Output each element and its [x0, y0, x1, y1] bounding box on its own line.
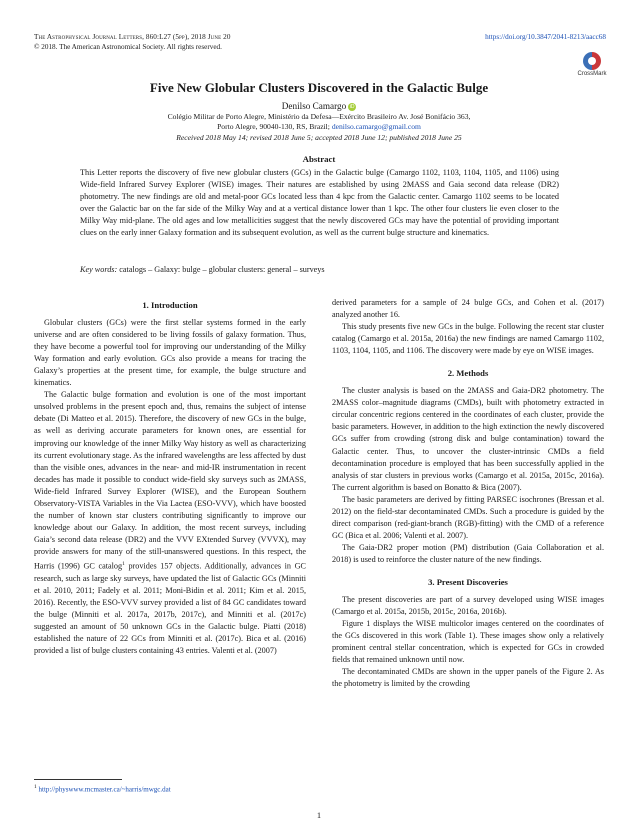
section-heading-methods: 2. Methods	[447, 368, 489, 379]
abstract-heading: Abstract	[302, 154, 336, 164]
right-paragraph-0: derived parameters for a sample of 24 bulge GCs, and Cohen et al. (2017) analyzed another 16.	[332, 298, 604, 320]
publication-dates: Received 2018 May 14; revised 2018 June 5; accepted 2018 June 12; published 2018 June 25	[176, 133, 462, 142]
methods-paragraph-2: The basic parameters are derived by fitting PARSEC isochrones (Bressan et al. 2012) on the field-star decontaminated CMDs. Such a procedure is guided by the direct comparison (red-giant-branch (RGB)-fitting) with the CMD of a reference GC (Bica et al. 2006; Valenti et al. 2007).	[332, 494, 604, 540]
results-paragraph-1: The present discoveries are part of a survey developed using WISE images (Camargo et al. 2015a, 2015b, 2015c, 2016a, 2016b).	[332, 595, 604, 617]
right-column	[332, 297, 604, 690]
crossmark-badge[interactable]	[572, 52, 612, 77]
page-number: 1	[316, 810, 322, 820]
intro-paragraph-2-text: The Galactic bulge formation and evolution is one of the most important unsolved problems in the present epoch and, thus, remains the subject of intense debate (Di Matteo et al. 2015). Therefore, the discovery of new GCs in the bulge, as well as deriving accurate parameters for known ones, are essential for improving our knowledge of the inner Milky Way history as well as characterizing its current evolutionary stage. As the infrared wavelengths are less affected by dust than the visible ones, advances in the near- and mid-IR instrumentation in recent decades has made it possible to conduct wide-field sky surveys such as 2MASS, Wide-field Infrared Survey Explorer (WISE), and the European Southern Observatory-VISTA Variables in the Via Lactea (ESO-VVV), which have boosted the number of known star clusters contributing significantly to improve our knowledge about our Galaxy. In addition, the most recent surveys, including Gaia’s second data release (DR2) and the VVV EXtended Survey (VVVX), may provide answers for many of the still-unanswered questions. In this respect, the Harris (1996) GC catalog	[34, 390, 306, 571]
author-email-link[interactable]: denilso.camargo@gmail.com	[331, 122, 421, 131]
footnote-number: 1	[34, 784, 37, 790]
right-paragraph-1: This study presents five new GCs in the bulge. Following the recent star cluster catalog (Camargo et al. 2015a, 2016a) the new findings are named Camargo 1102, 1103, 1104, 1105, and 1106. The discovery were made by eye on WISE images.	[332, 322, 604, 356]
footnote-rule	[34, 779, 122, 780]
keywords-label: Key words:	[80, 265, 118, 274]
keywords-line	[80, 265, 559, 274]
intro-paragraph-2-cont: provides 157 objects. Additionally, advances in GC research, such as large sky surveys, have updated the list of Galactic GCs (Minniti et al. 2010, 2011; Fadely et al. 2011; Moni-Bidin et al. 2011; Kim et al. 2015, 2016). Recently, the ESO-VVV survey provided a list of 84 GC candidates toward the bulge (Minniti et al. 2017a, 2017b, 2017c), and Minniti et al. (2017c) suggested an amount of 50 unknown GCs in the Galactic bulge. Piatti (2018) established the nature of 22 GCs from Minniti et al. (2017c). Bica et al. (2016) provided a list of bulge clusters containing 43 entries. Valenti et al. (2007)	[34, 561, 306, 656]
results-paragraph-3: The decontaminated CMDs are shown in the upper panels of the Figure 2. As the photometry is limited by the crowding	[332, 667, 604, 689]
copyright-line: © 2018. The American Astronomical Society. All rights reserved.	[34, 42, 222, 51]
intro-paragraph-1: Globular clusters (GCs) were the first stellar systems formed in the early universe and are often considered to be living fossils of galaxy formation. Thus, they have become a powerful tool for improving our understanding of the Milky Way formation and early evolution. GCs also provide a means for tracing the Galaxy’s properties at the present time, for example, the bulge structure and kinematics.	[34, 318, 306, 388]
keywords-list: catalogs – Galaxy: bulge – globular clusters: general – surveys	[119, 265, 325, 274]
running-header	[34, 33, 231, 52]
footnote	[34, 784, 171, 793]
paper-title: Five New Globular Clusters Discovered in the Galactic Bulge	[149, 80, 489, 95]
methods-paragraph-3: The Gaia-DR2 proper motion (PM) distribution (Gaia Collaboration et al. 2018) is used to reinforce the cluster nature of the new findings.	[332, 542, 604, 564]
section-heading-discoveries: 3. Present Discoveries	[428, 576, 508, 587]
methods-paragraph-1: The cluster analysis is based on the 2MASS and Gaia-DR2 photometry. The 2MASS color–magnitude diagrams (CMDs), built with photometry extracted in circular concentric regions centered in the coordinates of each cluster, provide the basic parameters. However, in addition to the high extinction the newly discovered GCs suffer from crowding (strong disk and bulge contamination) toward the Galactic center. Thus, to uncover the cluster-intrinsic CMDs a field decontamination procedure is employed that has been successfully applied in the analysis of star clusters in previous works (Camargo et al. 2015a, 2015c, 2016a). The current algorithm is based on Bonatto & Bica (2007).	[332, 386, 604, 492]
footnote-link[interactable]: http://physwww.mcmaster.ca/~harris/mwgc.dat	[38, 785, 171, 794]
affiliation-line-2: Porto Alegre, 90040-130, RS, Brazil;	[217, 122, 330, 131]
footnote-marker[interactable]: 1	[122, 560, 125, 567]
results-paragraph-2: Figure 1 displays the WISE multicolor images centered on the coordinates of the GCs discovered in this work (Table 1). These images show only a relatively prominent central stellar concentration, which is expected for GCs in crowded fields that remained unknown until now.	[332, 619, 604, 665]
abstract-text: This Letter reports the discovery of five new globular clusters (GCs) in the Galactic bulge (Camargo 1102, 1103, 1104, 1105, and 1106) using Wide-field Infrared Survey Explorer (WISE) images. Their natures are established by using 2MASS and Gaia second data release (DR2) photometry. The new findings are old and metal-poor GCs located less than 4 kpc from the Galactic center. Camargo 1102 seems to be located over the Galactic bar on the far side of the Milky Way and at a vertical distance lower than 1 kpc. The other four clusters lie even closer to the Milky Way mid-plane. The old ages and low metallicities suggest that the newly discovered GCs may have the potential of providing important clues on the early inner Galaxy formation and its subsequent evolution, as well as the current bulge structure and kinematics.	[80, 168, 559, 238]
crossmark-icon	[583, 52, 601, 70]
doi-link[interactable]: https://doi.org/10.3847/2041-8213/aacc68	[485, 33, 606, 41]
author-line	[0, 101, 638, 111]
journal-citation: The Astrophysical Journal Letters, 860:L27 (5pp), 2018 June 20	[34, 33, 231, 41]
orcid-icon[interactable]: iD	[349, 104, 355, 110]
crossmark-label: CrossMark	[577, 71, 607, 77]
author-name: Denilso Camargo	[281, 101, 347, 111]
affiliation	[0, 112, 638, 132]
section-heading-introduction: 1. Introduction	[142, 300, 198, 310]
intro-paragraph-2	[34, 389, 306, 657]
affiliation-line-1: Colégio Militar de Porto Alegre, Ministério da Defesa—Exército Brasileiro Av. José Bonifácio 363,	[167, 112, 471, 121]
left-column	[34, 297, 306, 657]
